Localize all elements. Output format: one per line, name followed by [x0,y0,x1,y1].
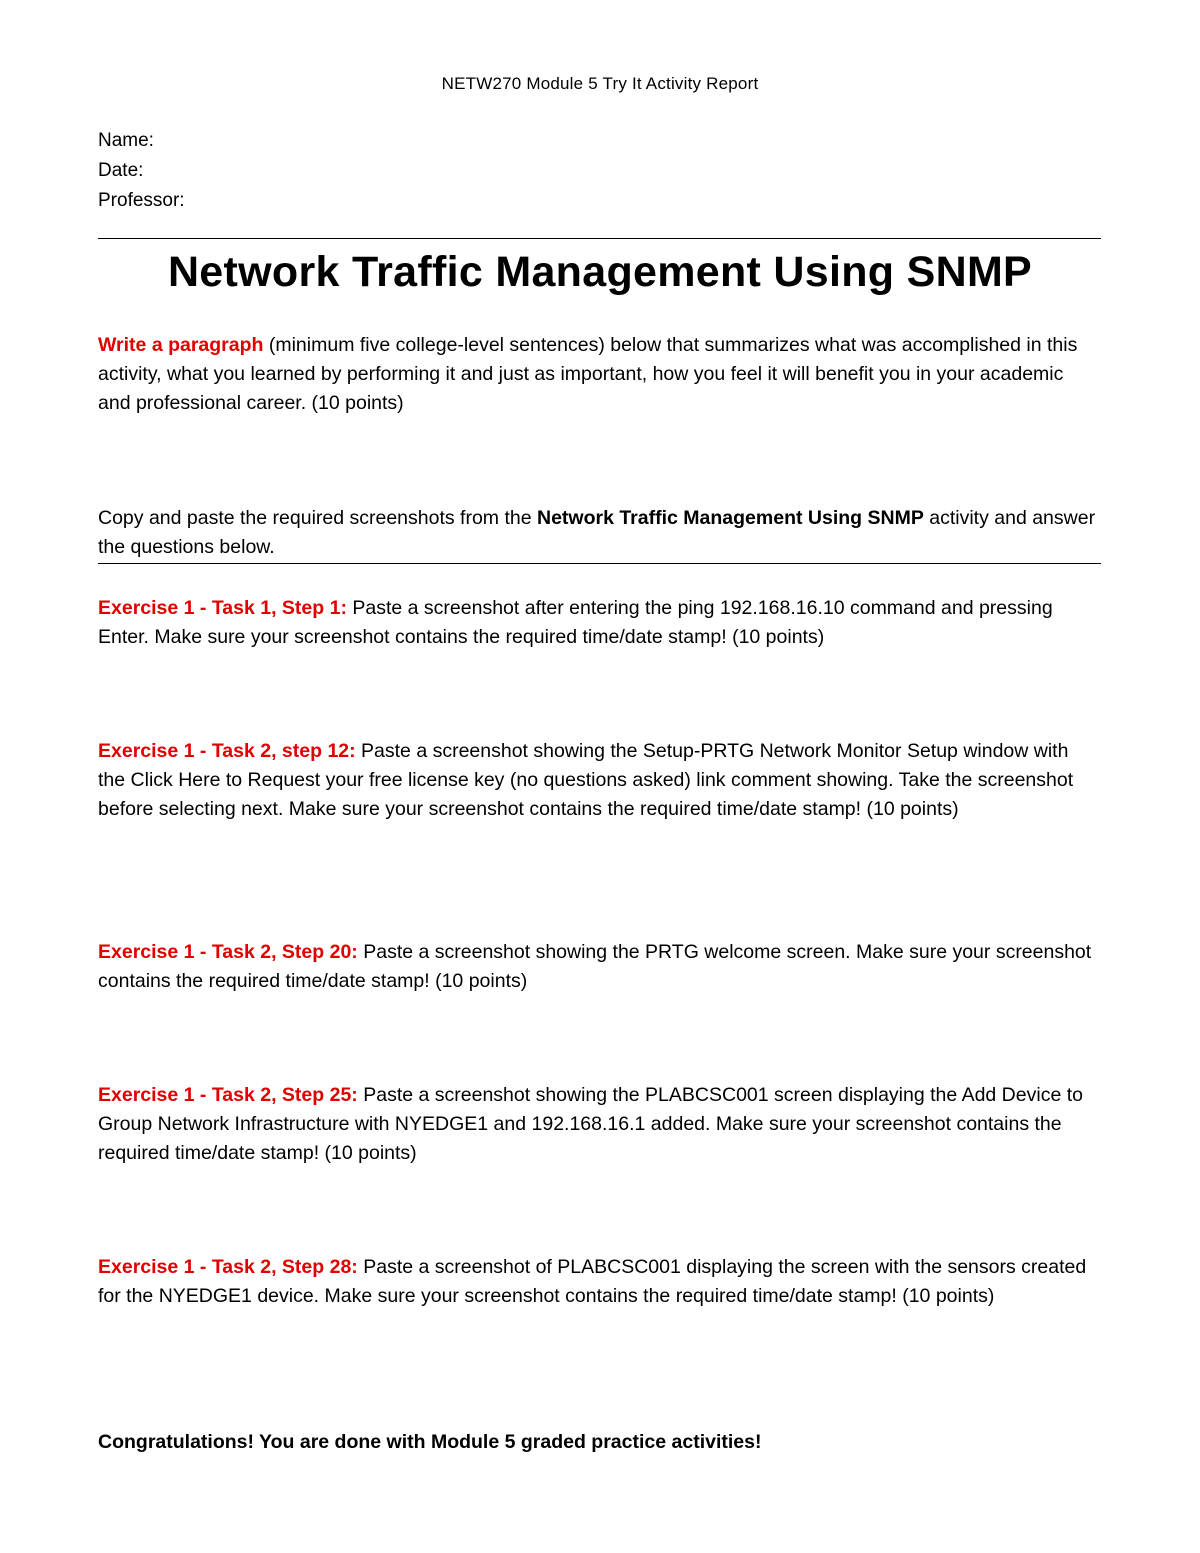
summary-text: (minimum five college-level sentences) below that summarizes what was accomplished in this activity, what you learned by performing it and just as important, how you feel it will benefit you in your academic and professional career. (10 points) [98,334,1078,414]
summary-lead: Write a paragraph [98,334,264,356]
exercise-text: Paste a screenshot showing the PRTG welcome screen. Make sure your screenshot contains the required time/date stamp! (10 points) [98,941,1092,992]
top-divider [98,238,1101,239]
document-header: NETW270 Module 5 Try It Activity Report [441,74,759,93]
exercise-item [98,594,1098,652]
exercise-label: Exercise 1 - Task 1, Step 1: [98,597,347,619]
exercise-label: Exercise 1 - Task 2, Step 25: [98,1084,358,1106]
date-label: Date: [98,160,144,181]
exercise-item [98,938,1098,996]
professor-label: Professor: [98,190,185,211]
exercise-text: Paste a screenshot showing the Setup-PRTG Network Monitor Setup window with the Click Here to Request your free license key (no questions asked) link comment showing. Take the screenshot before selecting next. Make sure your screenshot contains the required time/date stamp! (10 points) [98,740,1074,820]
exercise-label: Exercise 1 - Task 2, Step 20: [98,941,358,963]
closing-message: Congratulations! You are done with Module 5 graded practice activities! [98,1431,762,1453]
activity-name: Network Traffic Management Using SNMP [537,507,924,529]
exercise-item [98,737,1098,824]
exercise-text: Paste a screenshot after entering the ping 192.168.16.10 command and pressing Enter. Make sure your screenshot contains the required time/date stamp! (10 points) [98,597,1053,648]
exercise-text: Paste a screenshot showing the PLABCSC001 screen displaying the Add Device to Group Network Infrastructure with NYEDGE1 and 192.168.16.1 added. Make sure your screenshot contains the required time/date stamp! (10 points) [98,1084,1083,1164]
instructions-pre: Copy and paste the required screenshots from the [98,507,537,529]
exercise-text: Paste a screenshot of PLABCSC001 displaying the screen with the sensors created for the NYEDGE1 device. Make sure your screenshot contains the required time/date stamp! (10 points) [98,1256,1087,1307]
student-info [98,126,185,216]
summary-paragraph [98,331,1098,418]
exercise-item [98,1081,1098,1168]
name-label: Name: [98,130,154,151]
exercise-label: Exercise 1 - Task 2, step 12: [98,740,356,762]
instructions-divider [98,563,1101,564]
page-title: Network Traffic Management Using SNMP [167,248,1033,296]
instructions-paragraph [98,504,1098,562]
exercise-label: Exercise 1 - Task 2, Step 28: [98,1256,358,1278]
instructions-post: activity and answer the questions below. [98,507,1096,558]
exercise-item [98,1253,1098,1311]
